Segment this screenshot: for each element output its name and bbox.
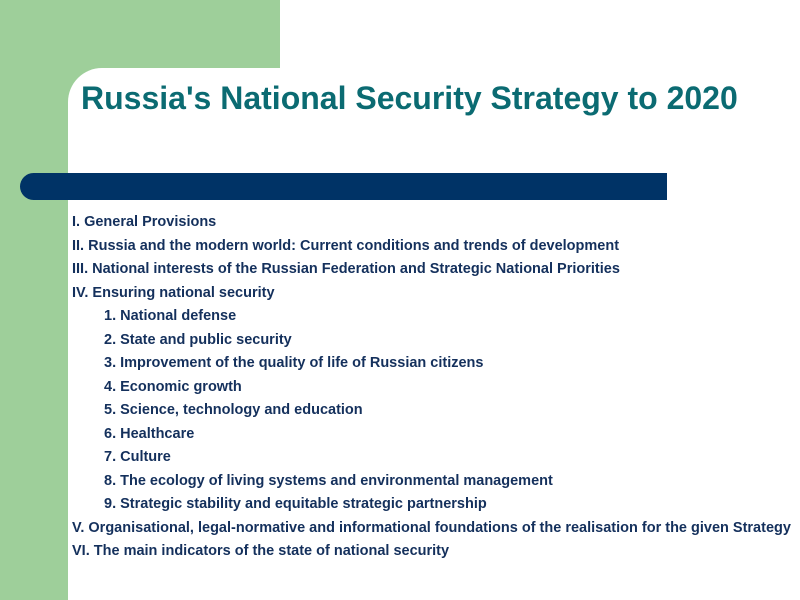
outline-subitem: 1. National defense (104, 308, 237, 324)
outline-item: V. Organisational, legal-normative and informational foundations of the realisation for the given Strategy (72, 519, 791, 536)
outline-item: III. National interests of the Russian Federation and Strategic National Priorities (72, 261, 620, 277)
outline-subitem: 2. State and public security (104, 331, 292, 348)
outline-subitem: 4. Economic growth (104, 378, 242, 395)
outline-subitem: 6. Healthcare (104, 425, 195, 442)
outline-item: I. General Provisions (72, 214, 217, 230)
outline-item: IV. Ensuring national security (72, 284, 275, 301)
outline-item: II. Russia and the modern world: Current conditions and trends of development (72, 237, 620, 254)
strategy-outline (72, 213, 792, 566)
outline-subitem: 8. The ecology of living systems and environmental management (104, 472, 553, 489)
outline-subitem: 7. Culture (104, 449, 171, 465)
outline-subitem: 9. Strategic stability and equitable strategic partnership (104, 496, 487, 512)
outline-item: VI. The main indicators of the state of national security (72, 543, 450, 559)
title-divider-bar (20, 173, 667, 200)
outline-subitem: 3. Improvement of the quality of life of Russian citizens (104, 355, 484, 371)
outline-subitem: 5. Science, technology and education (104, 402, 363, 418)
slide-title: Russia's National Security Strategy to 2020 (81, 80, 738, 116)
